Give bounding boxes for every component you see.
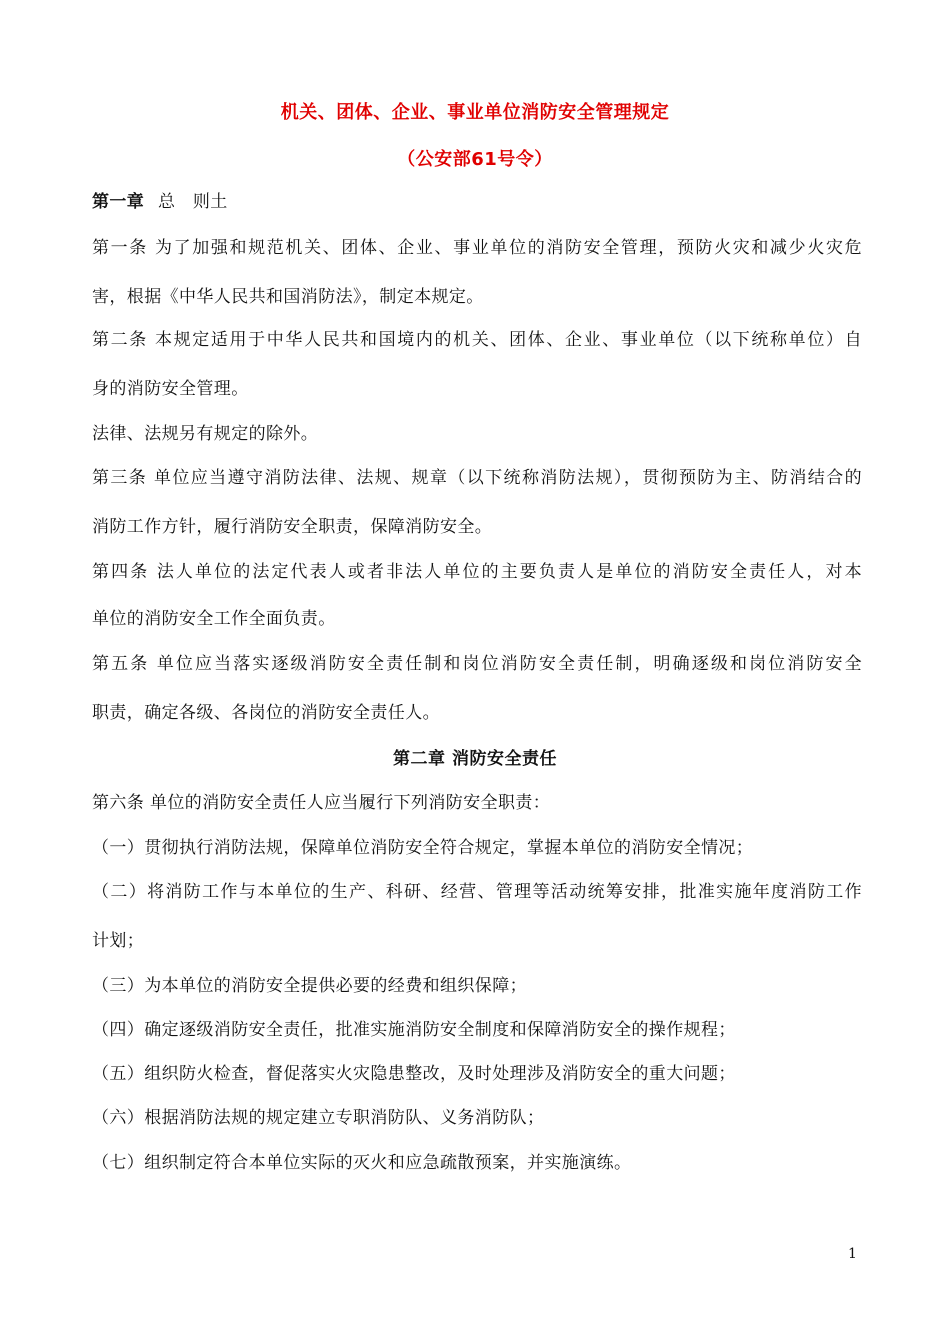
article-4-line-2: 单位的消防安全工作全面负责。 [92,609,336,629]
chapter-1-label: 第一章 [92,192,145,212]
article-1-line-1: 第一条 为了加强和规范机关、团体、企业、事业单位的消防安全管理，预防火灾和减少火灾危 [92,238,862,258]
chapter-1-heading [92,190,862,214]
article-4-line-1: 第四条 法人单位的法定代表人或者非法人单位的主要负责人是单位的消防安全责任人，对本 [92,562,862,582]
duty-item-2-line-1: （二）将消防工作与本单位的生产、科研、经营、管理等活动统筹安排，批准实施年度消防工作 [92,882,862,902]
article-2-line-2: 身的消防安全管理。 [92,379,249,399]
article-5-line-1: 第五条 单位应当落实逐级消防安全责任制和岗位消防安全责任制，明确逐级和岗位消防安全 [92,654,862,674]
document-subtitle: （公安部61号令） [397,149,553,170]
article-1-line-2: 害，根据《中华人民共和国消防法》，制定本规定。 [92,287,484,307]
article-2-line-1: 第二条 本规定适用于中华人民共和国境内的机关、团体、企业、事业单位（以下统称单位）自 [92,330,862,350]
duty-item-4: （四）确定逐级消防安全责任，批准实施消防安全制度和保障消防安全的操作规程； [92,1020,736,1040]
duty-item-6: （六）根据消防法规的规定建立专职消防队、义务消防队； [92,1108,545,1128]
chapter-1-name: 总 则土 [158,192,228,212]
chapter-2-heading: 第二章 消防安全责任 [393,749,557,769]
article-5-line-2: 职责，确定各级、各岗位的消防安全责任人。 [92,703,440,723]
document-title: 机关、团体、企业、事业单位消防安全管理规定 [280,102,670,123]
duty-item-3: （三）为本单位的消防安全提供必要的经费和组织保障； [92,976,527,996]
duty-item-5: （五）组织防火检查，督促落实火灾隐患整改，及时处理涉及消防安全的重大问题； [92,1064,736,1084]
duty-item-1: （一）贯彻执行消防法规，保障单位消防安全符合规定，掌握本单位的消防安全情况； [92,838,754,858]
duty-item-2-line-2: 计划； [92,931,145,951]
article-6-line-1: 第六条 单位的消防安全责任人应当履行下列消防安全职责： [92,793,551,813]
article-2-line-3: 法律、法规另有规定的除外。 [92,424,319,444]
article-3-line-2: 消防工作方针，履行消防安全职责，保障消防安全。 [92,517,493,537]
article-3-line-1: 第三条 单位应当遵守消防法律、法规、规章（以下统称消防法规），贯彻预防为主、防消结合的 [92,468,862,488]
page-number: 1 [848,1246,857,1262]
duty-item-7: （七）组织制定符合本单位实际的灭火和应急疏散预案，并实施演练。 [92,1153,632,1173]
